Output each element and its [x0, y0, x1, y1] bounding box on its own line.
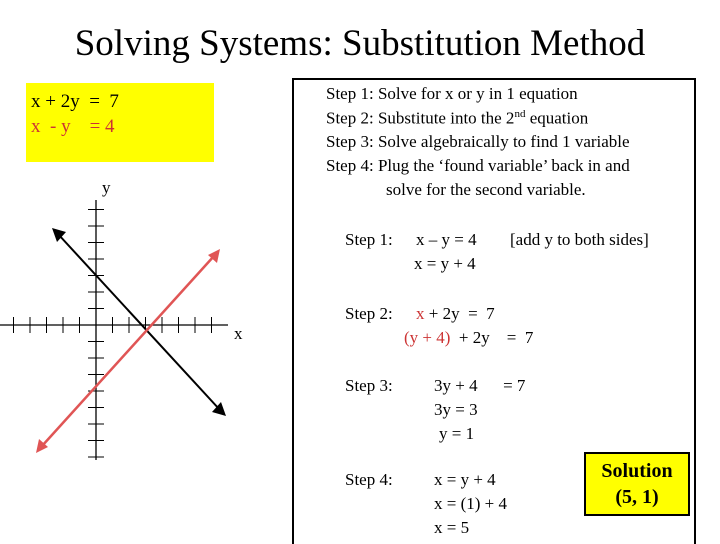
overview-line-3: Step 3: Solve algebraically to find 1 variable [326, 132, 630, 151]
step3-label: Step 3: [345, 376, 393, 395]
overview-line-2: Step 2: Substitute into the 2nd equation [326, 108, 589, 128]
step4-line1: x = y + 4 [434, 470, 496, 489]
x-axis-label: x [234, 324, 243, 343]
solution-box [584, 452, 690, 516]
overview-line-4: Step 4: Plug the ‘found variable’ back in and [326, 156, 630, 175]
solution-value: (5, 1) [615, 486, 659, 508]
step4-label: Step 4: [345, 470, 393, 489]
step2-label: Step 2: [345, 304, 393, 323]
overview-line-5: solve for the second variable. [386, 180, 586, 199]
page-title: Solving Systems: Substitution Method [74, 23, 646, 64]
step4-line3: x = 5 [434, 518, 470, 537]
step3-line2: 3y = 3 [434, 400, 478, 419]
step2-line1: x + 2y = 7 [416, 304, 495, 323]
step1-label: Step 1: [345, 230, 393, 249]
equation-2: x - y = 4 [31, 116, 115, 137]
coordinate-graph [0, 160, 300, 540]
step4-line2: x = (1) + 4 [434, 494, 507, 513]
overview-line-1: Step 1: Solve for x or y in 1 equation [326, 84, 578, 103]
step3-line3: y = 1 [439, 424, 475, 443]
step1-line2: x = y + 4 [414, 254, 476, 273]
step3-line1: 3y + 4 = 7 [434, 376, 526, 395]
line-red [42, 256, 214, 446]
equations-box [26, 83, 214, 162]
line-black [58, 234, 220, 410]
step2-line2: (y + 4) + 2y = 7 [404, 328, 534, 347]
solution-label: Solution [601, 460, 673, 482]
step1-line1: x – y = 4 [416, 230, 477, 249]
equation-1: x + 2y = 7 [31, 91, 119, 112]
step1-note: [add y to both sides] [510, 230, 649, 249]
axis-ticks [14, 210, 212, 458]
y-axis-label: y [102, 178, 111, 197]
